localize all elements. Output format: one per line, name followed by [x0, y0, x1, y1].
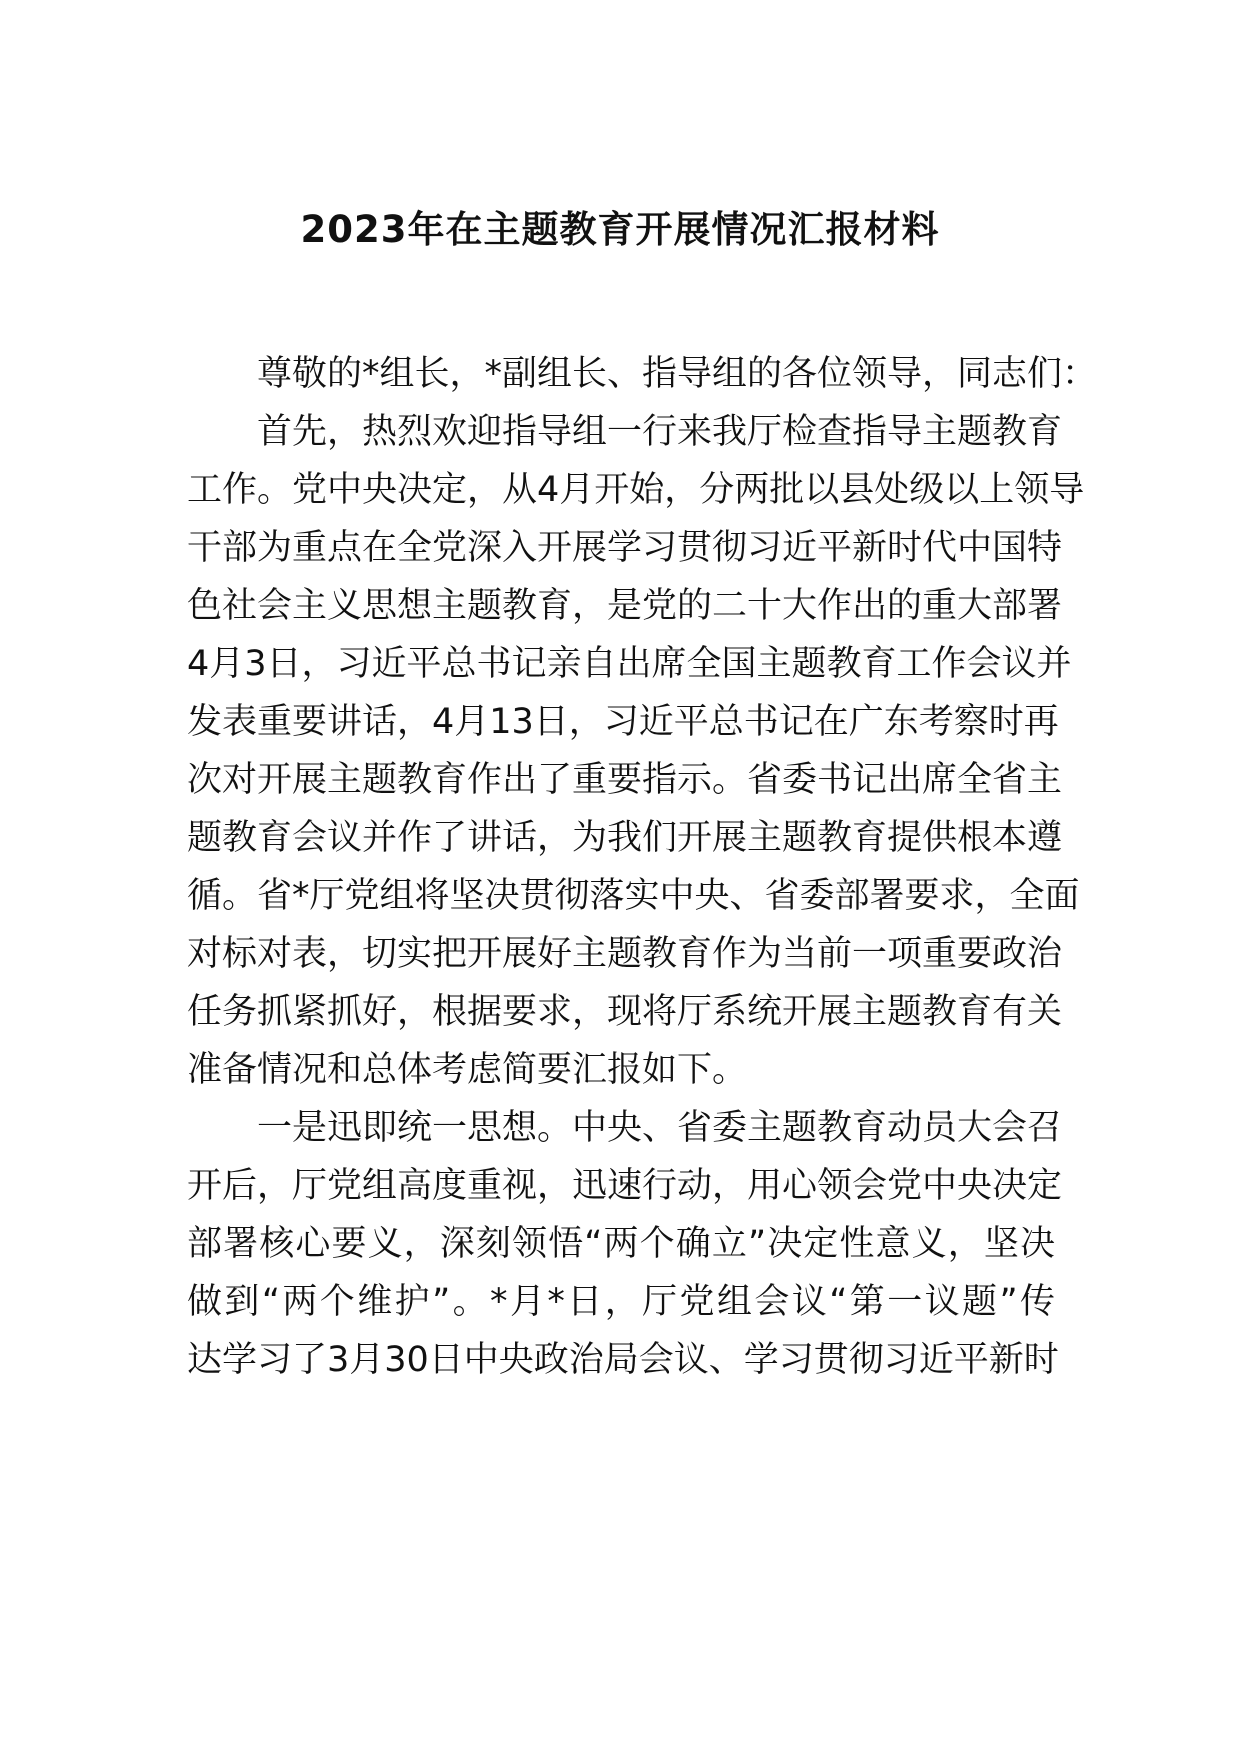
paragraph-2-line-3: 部署核心要义，深刻领悟“两个确立”决定性意义，坚决	[187, 1224, 1055, 1264]
paragraph-1-line-5: 4月3日，习近平总书记亲自出席全国主题教育工作会议并	[187, 644, 1072, 684]
paragraph-2-line-1: 一是迅即统一思想。中央、省委主题教育动员大会召	[257, 1108, 1063, 1148]
paragraph-1-line-2: 工作。党中央决定，从4月开始，分两批以县处级以上领导	[187, 470, 1085, 510]
paragraph-1-line-3: 干部为重点在全党深入开展学习贯彻习近平新时代中国特	[187, 528, 1063, 568]
paragraph-1-line-9: 循。省*厅党组将坚决贯彻落实中央、省委部署要求，全面	[187, 876, 1080, 916]
paragraph-1-line-6: 发表重要讲话，4月13日，习近平总书记在广东考察时再	[187, 702, 1059, 742]
paragraph-2-line-4: 做到“两个维护”。*月*日，厅党组会议“第一议题”传	[187, 1282, 1055, 1322]
paragraph-2-line-2: 开后，厅党组高度重视，迅速行动，用心领会党中央决定	[187, 1166, 1063, 1206]
paragraph-1-line-12: 准备情况和总体考虑简要汇报如下。	[187, 1050, 748, 1090]
document-title: 2023年在主题教育开展情况汇报材料	[300, 208, 940, 251]
paragraph-1-line-8: 题教育会议并作了讲话，为我们开展主题教育提供根本遵	[187, 818, 1063, 858]
paragraph-1-line-11: 任务抓紧抓好，根据要求，现将厅系统开展主题教育有关	[187, 992, 1063, 1032]
paragraph-2-line-5: 达学习了3月30日中央政治局会议、学习贯彻习近平新时	[187, 1340, 1059, 1380]
salutation-line: 尊敬的*组长，*副组长、指导组的各位领导，同志们：	[257, 354, 1098, 394]
paragraph-1-line-7: 次对开展主题教育作出了重要指示。省委书记出席全省主	[187, 760, 1063, 800]
paragraph-1-line-10: 对标对表，切实把开展好主题教育作为当前一项重要政治	[187, 934, 1063, 974]
paragraph-1-line-4: 色社会主义思想主题教育，是党的二十大作出的重大部署	[187, 586, 1063, 626]
paragraph-1-line-1: 首先，热烈欢迎指导组一行来我厅检查指导主题教育	[257, 412, 1063, 452]
